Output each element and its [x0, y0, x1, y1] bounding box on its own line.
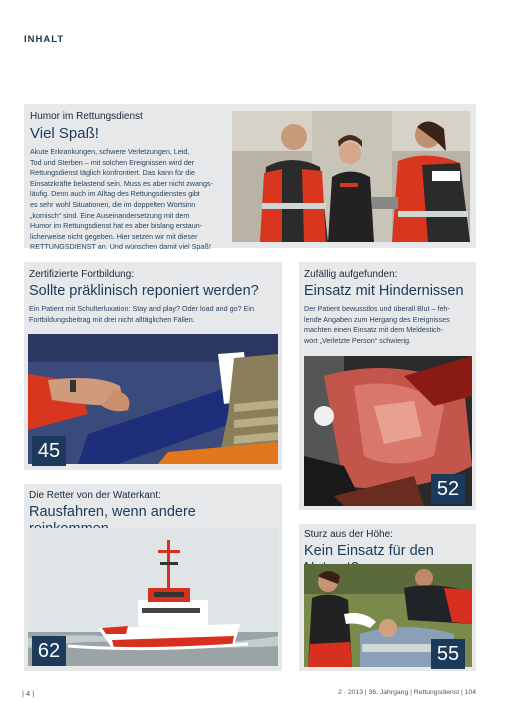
- article-humor[interactable]: [24, 104, 476, 252]
- paramedics-photo: [232, 111, 470, 242]
- page-number-badge: 52: [431, 474, 465, 504]
- article-title: Viel Spaß!: [30, 125, 99, 142]
- page-number-badge: 45: [32, 436, 66, 466]
- article-teaser: Der Patient bewusstlos und überall Blut – feh- lende Angaben zum Hergang des Ereignisses machten einen Einsatz mit dem Meldestich- wort „Verletzte Person“ schwierig.: [304, 304, 450, 345]
- page-footer-issue: 2 · 2013 | 36. Jahrgang | Rettungsdienst | 104: [338, 689, 476, 696]
- article-kicker: Sturz aus der Höhe:: [304, 529, 393, 540]
- page-number-badge: 62: [32, 636, 66, 666]
- article-kicker: Zertifizierte Fortbildung:: [29, 269, 135, 280]
- article-title: Rausfahren, wenn andere: [29, 504, 196, 520]
- section-label: INHALT: [24, 34, 65, 45]
- page-number-badge: 55: [431, 639, 465, 669]
- article-title: Einsatz mit Hindernissen: [304, 283, 464, 299]
- article-title: Kein Einsatz für den: [304, 543, 434, 559]
- article-sturz[interactable]: [299, 524, 476, 671]
- article-waterkant[interactable]: [24, 484, 282, 671]
- article-teaser: Ein Patient mit Schulterluxation: Stay and play? Oder load and go? Ein Fortbildungsbeitrag mit drei nicht alltäglichen Fällen.: [29, 304, 254, 324]
- article-hindernisse[interactable]: [299, 262, 476, 510]
- article-title: Sollte präklinisch reponiert werden?: [29, 283, 259, 299]
- article-kicker: Humor im Rettungsdienst: [30, 111, 143, 122]
- article-teaser: Akute Erkrankungen, schwere Verletzungen, Leid, Tod und Sterben – mit solchen Ereignissen wird der Rettungsdienst täglich konfrontiert. Das kann für die Einsatzkräfte belastend sein. Muss es aber nicht zwangs- läufig. Denn auch im Alltag des Rettungsdienstes gibt es sehr wohl Situationen, die im doppelten Wortsinn „komisch“ sind. Eine Auseinandersetzung mit dem Humor im Rettungsdienst hat es aber bislang erstaun- licherweise nicht gegeben. Hier setzen wir mit dieser RETTUNGSDIENST an. Und wünschen damit viel Spaß!: [30, 147, 213, 252]
- article-kicker: Zufällig aufgefunden:: [304, 269, 398, 280]
- article-kicker: Die Retter von der Waterkant:: [29, 490, 161, 501]
- article-fortbildung[interactable]: [24, 262, 282, 470]
- page-footer-number: | 4 |: [22, 689, 35, 698]
